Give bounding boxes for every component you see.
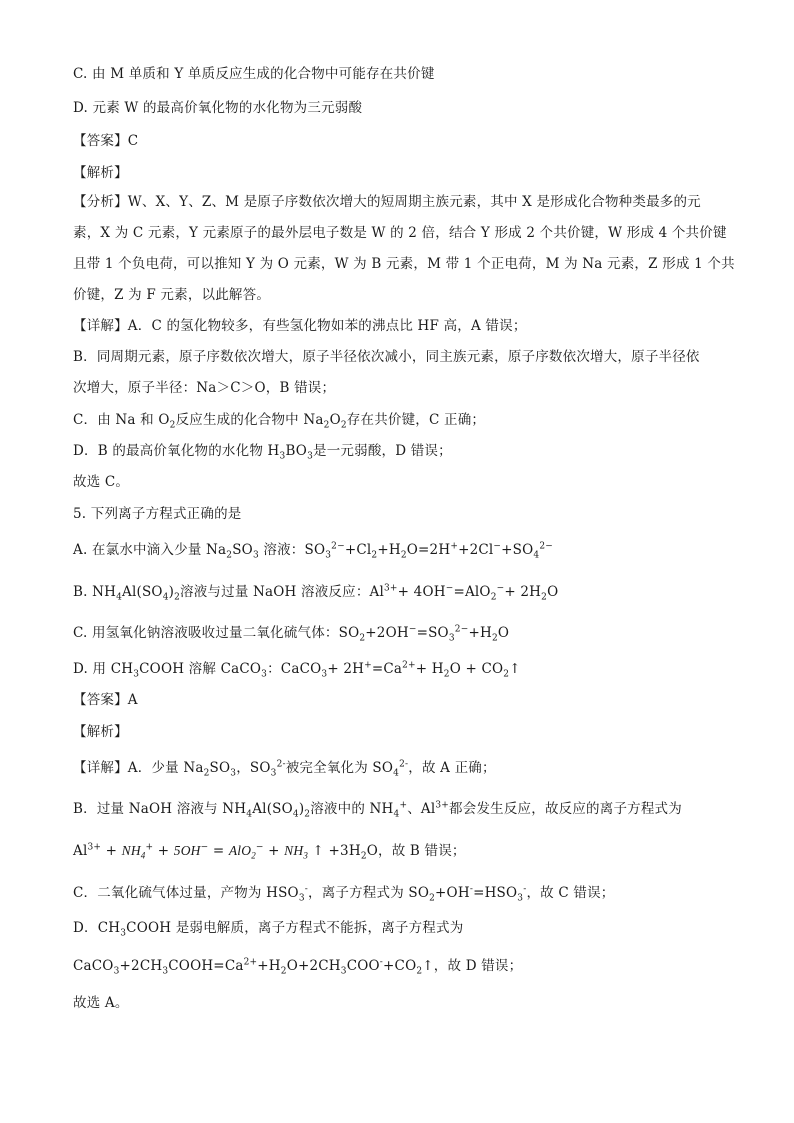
q5-detail-d-line-1: D．$CH_3COOH$ 是弱电解质，离子方程式不能拆，离子方程式为 <box>73 920 464 939</box>
q5-equation-b: $Al^{3+} + NH_4^+ + 5OH^- = AlO_2^- + NH_3$ ↑ $+3H_2O$，故 B 错误； <box>73 842 466 862</box>
q5-analysis-header: 【解析】 <box>73 724 128 740</box>
q5-option-b: B. $NH_4Al(SO_4)_2$溶液与过量 NaOH 溶液反应：$Al^{3+}+ 4OH^-=AlO_2^-+ 2H_2O$ <box>73 583 559 603</box>
q4-detail-c: C．由 Na 和 $O_2$反应生成的化合物中 $Na_2O_2$存在共价键，C 正确； <box>73 412 486 431</box>
q5-detail-c: C．二氧化硫气体过量，产物为 $HSO_3^-$，离子方程式为 $SO_2+OH^-=HSO_3^-$，故 C 错误； <box>73 884 615 904</box>
q4-analysis-line-2: 素，X 为 C 元素，Y 元素原子的最外层电子数是 W 的 2 倍，结合 Y 形成 2 个共价键，W 形成 4 个共价键 <box>73 225 727 241</box>
q5-equation-d: $CaCO_3+2CH_3COOH=Ca^{2+}+H_2O+2CH_3COO^-+CO_2↑$，故 D 错误； <box>73 957 523 977</box>
q4-analysis-line-4: 价键，Z 为 F 元素，以此解答。 <box>73 287 271 303</box>
q4-answer: 【答案】C <box>73 133 139 149</box>
q4-conclusion: 故选 C。 <box>73 474 130 490</box>
q4-detail-line-2: B．同周期元素，原子序数依次增大，原子半径依次减小，同主族元素，原子序数依次增大，原子半径依 <box>73 349 700 365</box>
q4-detail-line-3: 次增大，原子半径：Na＞C＞O，B 错误； <box>73 380 336 396</box>
q5-stem: 5. 下列离子方程式正确的是 <box>73 506 242 522</box>
q5-option-a: A. 在氯水中滴入少量 $Na_2SO_3$ 溶液：$SO_3^{2-}+Cl_2+H_2O=2H^++2Cl^-+SO_4^{2-}$ <box>73 541 554 561</box>
q4-analysis-line-1: 【分析】W、X、Y、Z、M 是原子序数依次增大的短周期主族元素，其中 X 是形成化合物种类最多的元 <box>73 194 701 210</box>
q5-option-d: D. 用 $CH_3COOH$ 溶解 CaCO$_3$：CaCO$_3$+ $2H^+=Ca^{2+}+ H_2O$ + $CO_2↑$ <box>73 660 521 680</box>
q4-analysis-line-3: 且带 1 个负电荷，可以推知 Y 为 O 元素，W 为 B 元素，M 带 1 个正电荷，M 为 Na 元素，Z 形成 1 个共 <box>73 256 735 272</box>
q4-detail-d: D．B 的最高价氧化物的水化物 $H_3BO_3$是一元弱酸，D 错误； <box>73 443 452 462</box>
q5-detail-a: 【详解】A．少量 $Na_2SO_3$，$SO_3^{2-}$被完全氧化为 $SO_4^{2-}$，故 A 正确； <box>73 759 496 779</box>
q4-option-c: C. 由 M 单质和 Y 单质反应生成的化合物中可能存在共价键 <box>73 66 435 82</box>
q5-answer: 【答案】A <box>73 692 138 708</box>
q4-option-d: D. 元素 W 的最高价氧化物的水化物为三元弱酸 <box>73 100 363 116</box>
q5-detail-b: B．过量 NaOH 溶液与 $NH_4Al(SO_4)_2$溶液中的 $NH_4^+$、$Al^{3+}$都会发生反应，故反应的离子方程式为 <box>73 800 682 820</box>
q5-conclusion: 故选 A。 <box>73 995 129 1011</box>
q5-option-c: C. 用氢氧化钠溶液吸收过量二氧化硫气体：$SO_2+2OH^-=SO_3^{2-}+H_2O$ <box>73 624 510 644</box>
q4-analysis-header: 【解析】 <box>73 165 128 181</box>
q4-detail-line-1: 【详解】A．C 的氢化物较多，有些氢化物如苯的沸点比 HF 高，A 错误； <box>73 318 527 334</box>
